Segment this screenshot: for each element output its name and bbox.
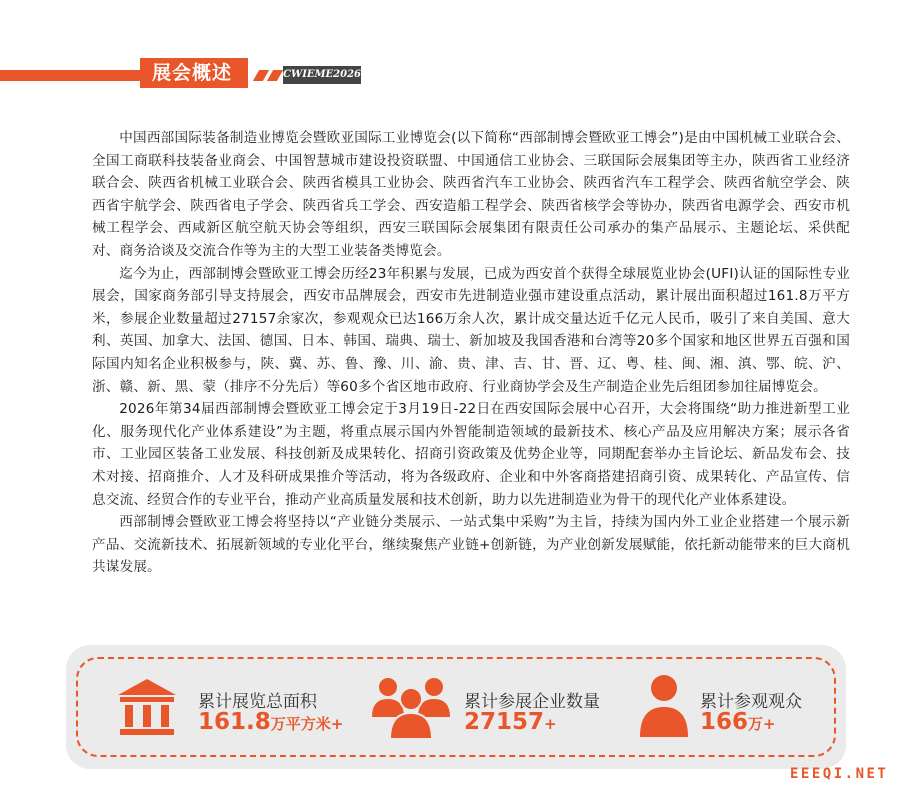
- section-header: [0, 54, 911, 94]
- paragraph: 迄今为止，西部制博会暨欧亚工博会历经23年积累与发展，已成为西安首个获得全球展览业协会(UFI)认证的国际性专业展会，国家商务部引导支持展会，西安市品牌展会，西安市先进制造业强市建设重点活动，累计展出面积超过161.8万平方米，参展企业数量超过27157余家次，参观观众已达166万余人次，累计成交量达近千亿元人民币，吸引了来自美国、意大利、英国、加拿大、法国、德国、日本、韩国、瑞典、瑞士、新加坡及我国香港和台湾等20多个国家和地区世界五百强和国际国内知名企业积极参与，陕、冀、苏、鲁、豫、川、渝、贵、津、吉、甘、晋、辽、粤、桂、闽、湘、滇、鄂、皖、沪、浙、赣、新、黑、蒙（排序不分先后）等60多个省区地市政府、行业商协学会及生产制造企业先后组团参加往届博览会。: [92, 265, 850, 395]
- stat-exhibitors: [368, 659, 618, 755]
- paragraph: 2026年第34届西部制博会暨欧亚工博会定于3月19日-22日在西安国际会展中心召开，大会将围绕“助力推进新型工业化、服务现代化产业体系建设”为主题，将重点展示国内外智能制造领域的最新技术、核心产品及应用解决方案；展示各省市、工业园区装备工业发展、科技创新及成果转化、招商引资政策及优势企业等，同期配套举办主旨论坛、新品发布会、技术对接、招商推介、人才及科研成果推介等活动，将为各级政府、企业和中外客商搭建招商引资、成果转化、产品宣传、信息交流、经贸合作的专业平台，推动产业高质量发展和技术创新，助力以先进制造业为骨干的现代化产业体系建设。: [92, 401, 850, 508]
- stats-panel: [66, 645, 846, 769]
- stats-dashed-frame: [76, 657, 836, 757]
- stat-unit: 万平方米+: [270, 715, 344, 733]
- stat-label: 累计参观观众: [700, 692, 802, 712]
- person-icon: [638, 673, 690, 739]
- stat-number: 161.8: [198, 709, 271, 735]
- stat-value: [464, 709, 557, 735]
- people-group-icon: [370, 671, 452, 741]
- stat-visitors: [638, 659, 828, 755]
- paragraph: 中国西部国际装备制造业博览会暨欧亚国际工业博览会(以下简称“西部制博会暨欧亚工博会”)是由中国机械工业联合会、全国工商联科技装备业商会、中国智慧城市建设投资联盟、中国通信工业协会、三联国际会展集团等主办，陕西省工业经济联合会、陕西省机械工业联合会、陕西省模具工业协会、陕西省汽车工业协会、陕西省汽车工程学会、陕西省航空学会、陕西省宇航学会、陕西省电子学会、陕西省兵工学会、西安造船工程学会、陕西省核学会等协办，陕西省电源学会、西安市机械工程学会、西咸新区航空航天协会等组织，西安三联国际会展集团有限责任公司承办的集产品展示、主题论坛、采供配对、商务洽谈及交流合作等为主的大型工业装备类博览会。: [92, 130, 850, 259]
- header-accent-bar: [0, 70, 140, 81]
- stat-number: 27157: [464, 709, 545, 735]
- stat-value: [700, 709, 776, 735]
- paragraph: 西部制博会暨欧亚工博会将坚持以“产业链分类展示、一站式集中采购”为主旨，持续为国内外工业企业搭建一个展示新产品、交流新技术、拓展新领域的专业化平台，继续聚焦产业链+创新链，为产业创新发展赋能，依托新动能带来的巨大商机共谋发展。: [92, 514, 850, 576]
- header-slash-decoration: [267, 70, 283, 81]
- stat-unit: +: [544, 715, 557, 733]
- stat-label: 累计展览总面积: [198, 692, 317, 712]
- event-tag: CWIEME2026: [283, 66, 361, 84]
- stat-unit: 万+: [748, 715, 776, 733]
- site-watermark: EEEQI.NET: [790, 766, 889, 782]
- stat-value: [198, 709, 343, 735]
- stat-number: 166: [700, 709, 749, 735]
- section-title: 展会概述: [140, 58, 248, 88]
- intro-text: [92, 127, 850, 579]
- stat-label: 累计参展企业数量: [464, 692, 600, 712]
- stat-exhibition-area: [78, 659, 344, 755]
- building-columns-icon: [116, 677, 178, 739]
